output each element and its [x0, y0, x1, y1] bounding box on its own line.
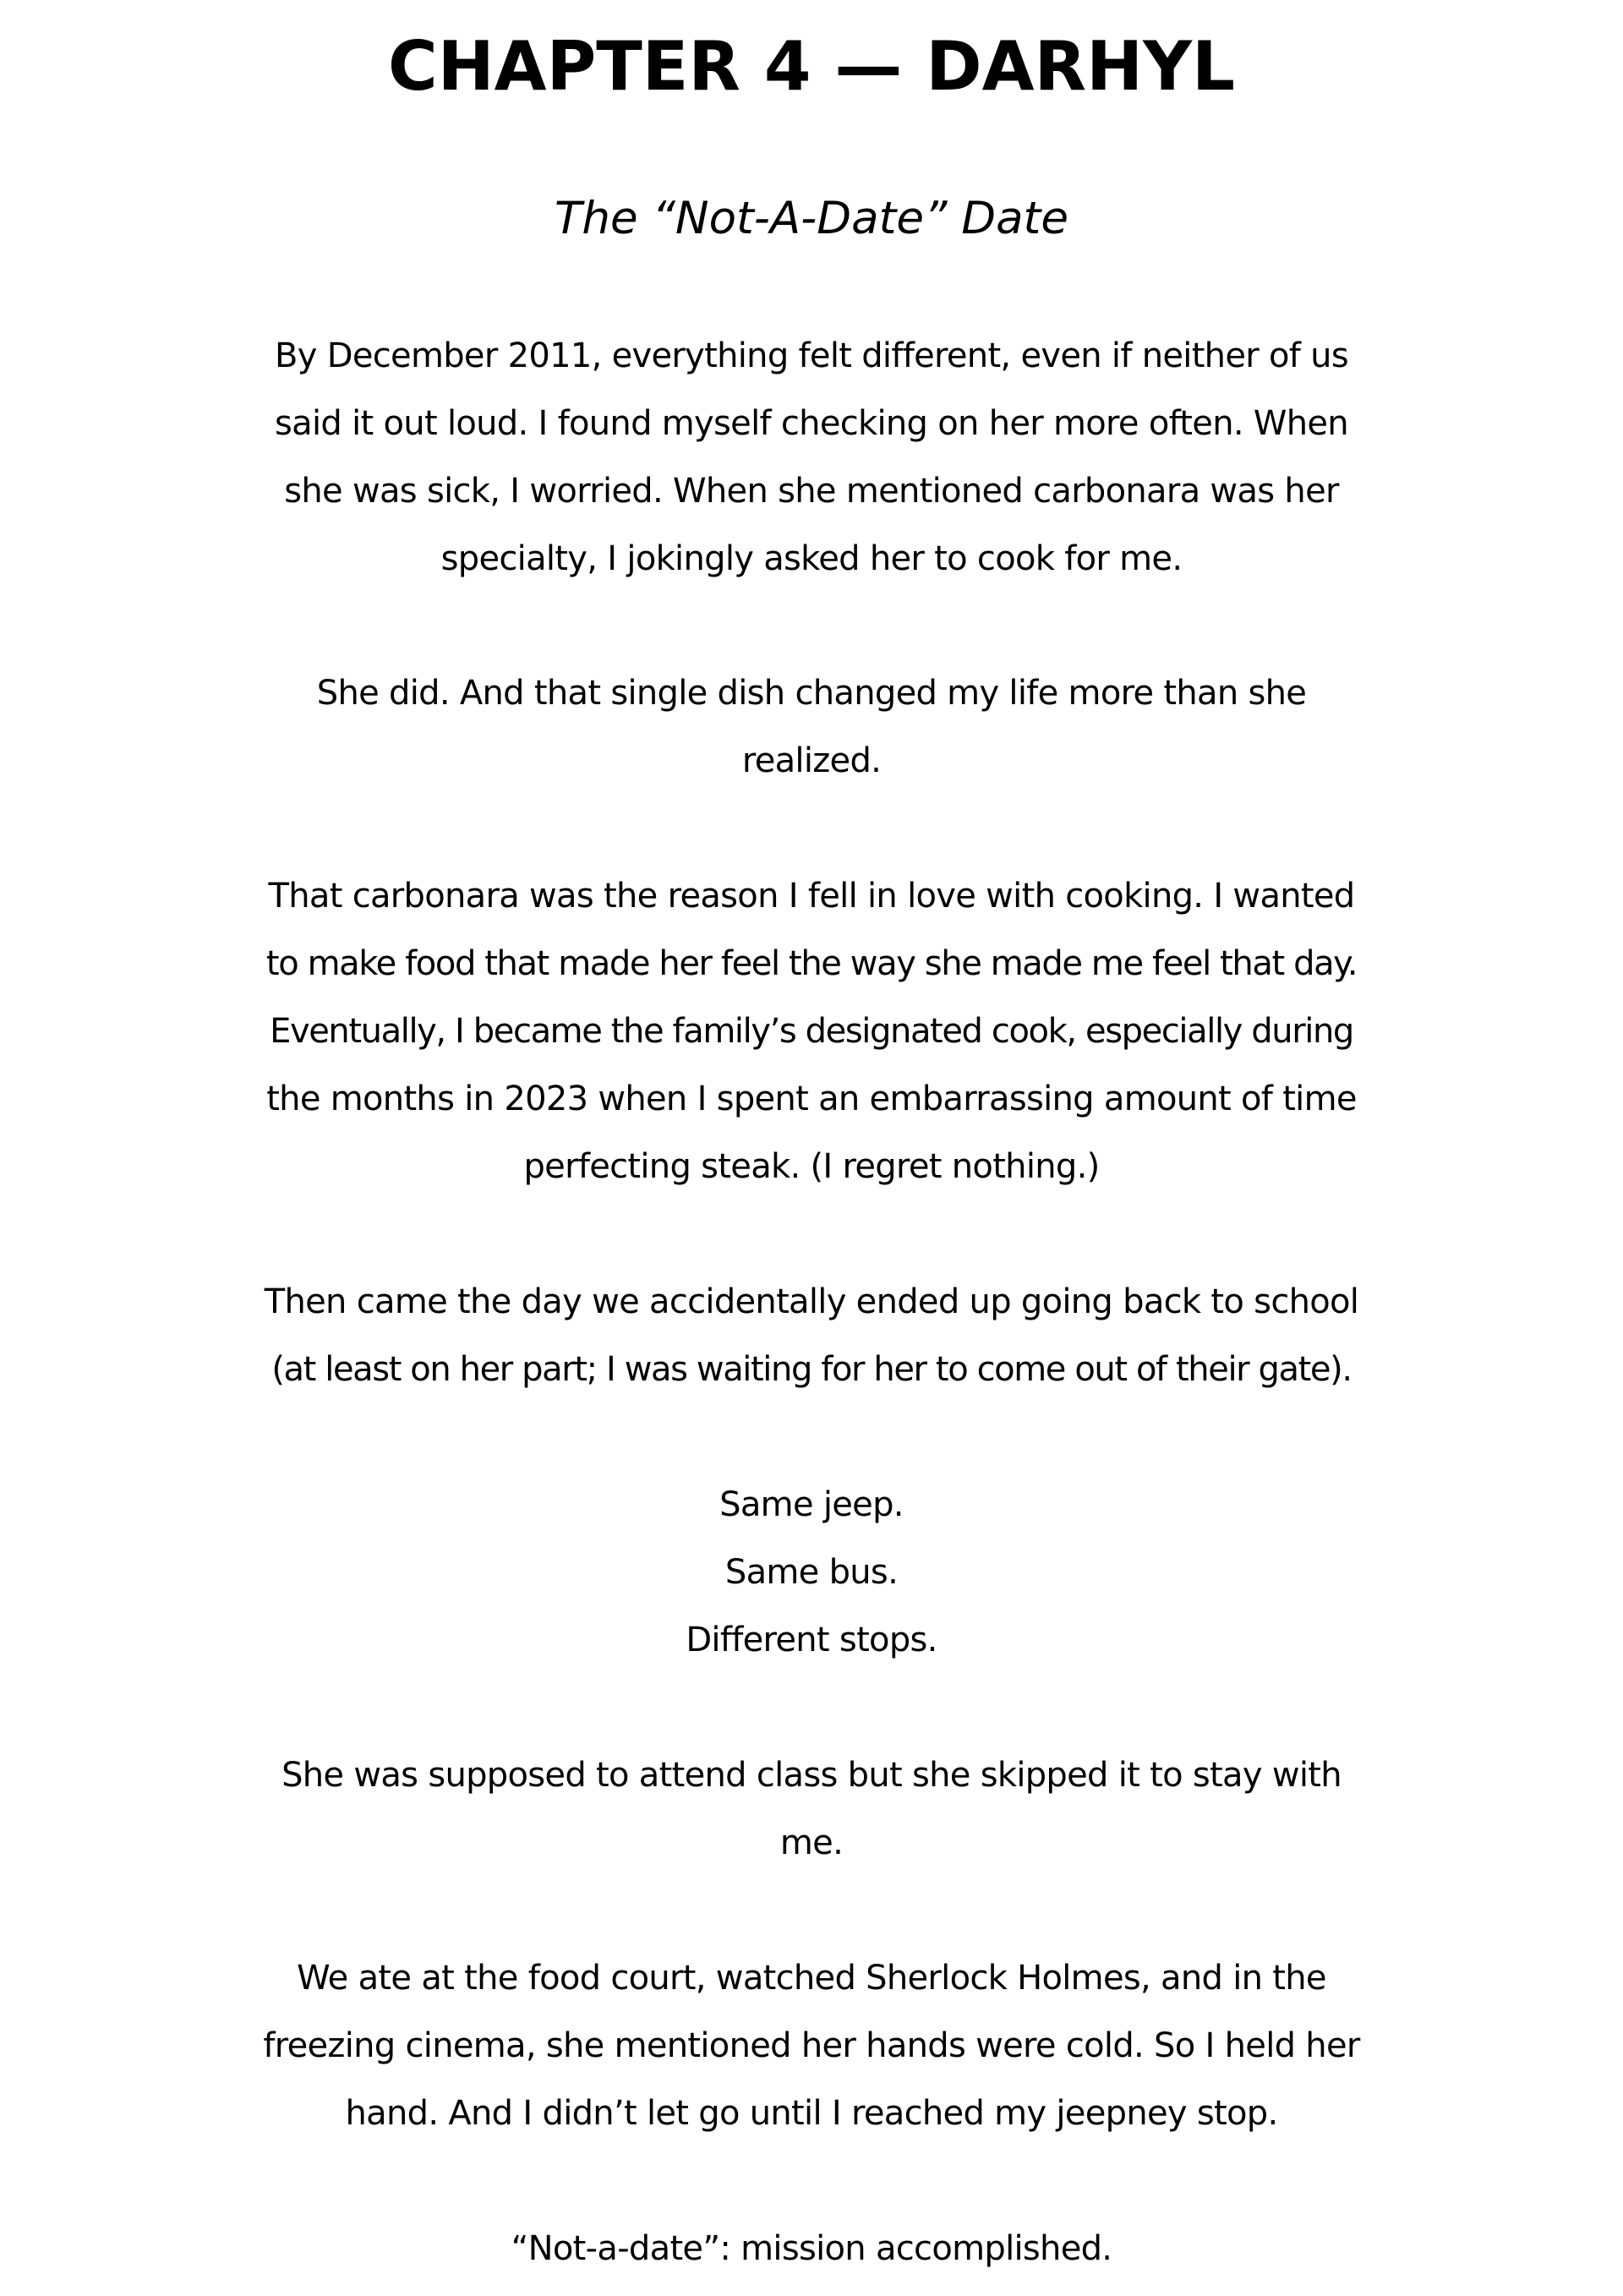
- paragraph-line: specialty, I jokingly asked her to cook for me.: [440, 539, 1183, 578]
- paragraph-line: perfecting steak. (I regret nothing.): [523, 1147, 1100, 1186]
- paragraph-line: Same jeep.: [719, 1485, 904, 1524]
- paragraph-line: hand. And I didn’t let go until I reached my jeepney stop.: [345, 2094, 1278, 2133]
- paragraph-line: That carbonara was the reason I fell in love with cooking. I wanted: [268, 877, 1355, 916]
- paragraph-line: We ate at the food court, watched Sherlock Holmes, and in the: [297, 1959, 1326, 1998]
- paragraph-line: realized.: [741, 741, 882, 780]
- paragraph-line: She was supposed to attend class but she skipped it to stay with: [281, 1756, 1342, 1795]
- paragraph-7: [0, 1944, 1623, 2147]
- paragraph-6: [0, 1741, 1623, 1877]
- paragraph-line: the months in 2023 when I spent an embarrassing amount of time: [266, 1080, 1357, 1118]
- paragraph-4: [0, 1268, 1623, 1403]
- paragraph-3: [0, 862, 1623, 1200]
- chapter-title: CHAPTER 4 — DARHYL: [387, 27, 1236, 106]
- paragraph-8: [0, 2215, 1623, 2282]
- paragraph-line: Then came the day we accidentally ended up going back to school: [264, 1282, 1359, 1321]
- paragraph-5: [0, 1471, 1623, 1674]
- paragraph-line: to make food that made her feel the way she made me feel that day.: [265, 944, 1358, 983]
- paragraph-line: By December 2011, everything felt different, even if neither of us: [275, 336, 1348, 375]
- paragraph-line: (at least on her part; I was waiting for her to come out of their gate).: [271, 1350, 1352, 1389]
- paragraph-line: “Not-a-date”: mission accomplished.: [511, 2229, 1112, 2268]
- paragraph-line: she was sick, I worried. When she mentioned carbonara was her: [284, 472, 1339, 511]
- paragraph-2: [0, 659, 1623, 795]
- paragraph-line: She did. And that single dish changed my life more than she: [316, 674, 1307, 713]
- paragraph-line: me.: [779, 1823, 844, 1862]
- paragraph-line: freezing cinema, she mentioned her hands were cold. So I held her: [263, 2026, 1360, 2065]
- chapter-subtitle: The “Not-A-Date” Date: [555, 193, 1068, 244]
- paragraph-line: Same bus.: [724, 1553, 899, 1592]
- paragraph-line: said it out loud. I found myself checking on her more often. When: [275, 404, 1348, 443]
- paragraph-line: Eventually, I became the family’s designated cook, especially during: [270, 1012, 1353, 1051]
- paragraph-1: [0, 322, 1623, 593]
- paragraph-line: Different stops.: [686, 1621, 937, 1659]
